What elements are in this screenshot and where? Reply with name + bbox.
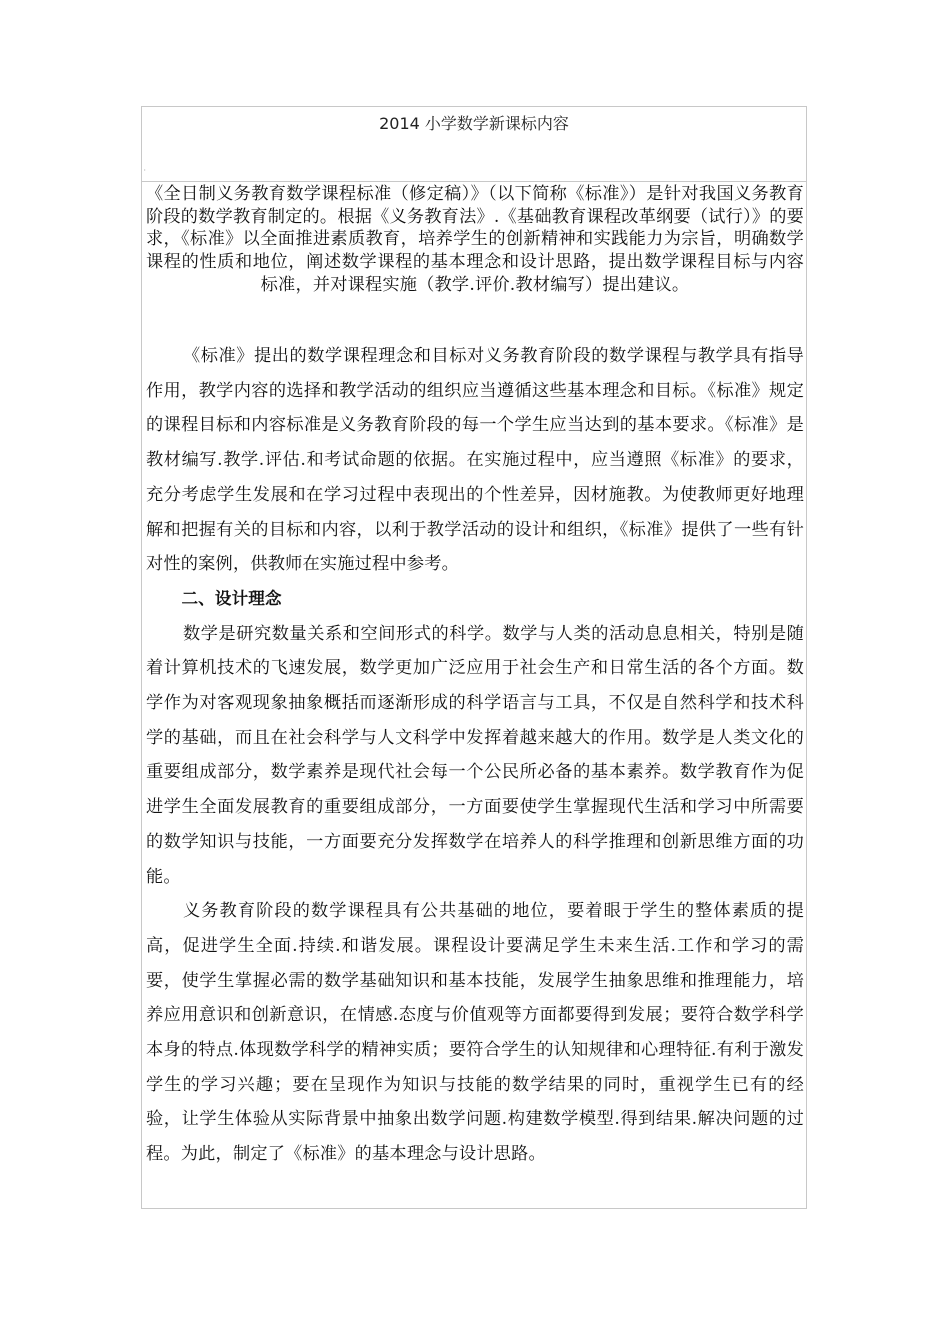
paragraph-standard-role: 《标准》提出的数学课程理念和目标对义务教育阶段的数学课程与教学具有指导作用，教学内容的选择和教学活动的组织应当遵循这些基本理念和目标。《标准》规定的课程目标和内容标准是义务教育阶段的每一个学生应当达到的基本要求。《标准》是教材编写.教学.评估.和考试命题的依据。在实施过程中，应当遵照《标准》的要求，充分考虑学生发展和在学习过程中表现出的个性差异，因材施教。为使教师更好地理解和把握有关的目标和内容，以利于教学活动的设计和组织，《标准》提供了一些有针对性的案例，供教师在实施过程中参考。: [146, 346, 804, 575]
title-row: [142, 107, 806, 182]
body-text: [146, 339, 804, 1172]
document-frame: [141, 106, 807, 1209]
section-heading-design-concept: 二、设计理念: [181, 588, 282, 608]
document-title: 2014 小学数学新课标内容: [379, 114, 569, 133]
paragraph-math-definition: 数学是研究数量关系和空间形式的科学。数学与人类的活动息息相关，特别是随着计算机技术的飞速发展，数学更加广泛应用于社会生产和日常生活的各个方面。数学作为对客观现象抽象概括而逐渐形成的科学语言与工具，不仅是自然科学和技术科学的基础，而且在社会科学与人文科学中发挥着越来越大的作用。数学是人类文化的重要组成部分，数学素养是现代社会每一个公民所必备的基本素养。数学教育作为促进学生全面发展教育的重要组成部分，一方面要使学生掌握现代生活和学习中所需要的数学知识与技能，一方面要充分发挥数学在培养人的科学推理和创新思维方面的功能。: [146, 623, 804, 887]
intro-paragraph: 《全日制义务教育数学课程标准（修定稿）》（以下简称《标准》）是针对我国义务教育阶段的数学教育制定的。根据《义务教育法》.《基础教育课程改革纲要（试行）》的要求，《标准》以全面推进素质教育，培养学生的创新精神和实践能力为宗旨，明确数学课程的性质和地位，阐述数学课程的基本理念和设计思路，提出数学课程目标与内容标准，并对课程实施（教学.评价.教材编写）提出建议。: [146, 184, 804, 295]
paragraph-curriculum-design: 义务教育阶段的数学课程具有公共基础的地位，要着眼于学生的整体素质的提高，促进学生全面.持续.和谐发展。课程设计要满足学生未来生活.工作和学习的需要，使学生掌握必需的数学基础知识和基本技能，发展学生抽象思维和推理能力，培养应用意识和创新意识，在情感.态度与价值观等方面都要得到发展；要符合数学科学本身的特点.体现数学科学的精神实质；要符合学生的认知规律和心理特征.有利于激发学生的学习兴趣；要在呈现作为知识与技能的数学结果的同时，重视学生已有的经验，让学生体验从实际背景中抽象出数学问题.构建数学模型.得到结果.解决问题的过程。为此，制定了《标准》的基本理念与设计思路。: [146, 901, 804, 1165]
corner-mark: ʿ: [144, 169, 146, 176]
